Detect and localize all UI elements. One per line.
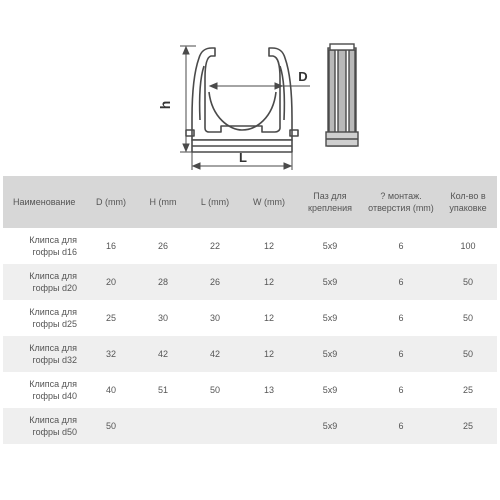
clip-side-view — [326, 44, 358, 146]
cell-d: 20 — [85, 264, 137, 300]
cell-d: 25 — [105, 313, 116, 323]
table-row — [3, 228, 497, 264]
cell-w: 12 — [263, 313, 274, 323]
cell-name: Клипса для гофры d32 — [3, 336, 85, 372]
cell-d: 32 — [85, 336, 137, 372]
table-row — [3, 408, 497, 444]
dimension-d — [210, 83, 310, 89]
cell-hole: 6 — [398, 241, 404, 251]
cell-h: 30 — [157, 313, 168, 323]
cell-qty: 25 — [439, 408, 497, 444]
specification-table — [3, 176, 497, 444]
cell-w: 12 — [263, 241, 274, 251]
cell-w — [241, 408, 297, 444]
table-row — [3, 372, 497, 408]
cell-slot: 5x9 — [297, 336, 363, 372]
dimension-d-label: D — [298, 69, 308, 84]
header-w: W (mm) — [241, 176, 297, 228]
cell-hole: 6 — [398, 313, 404, 323]
table-row — [3, 264, 497, 300]
cell-l: 50 — [209, 385, 220, 395]
cell-qty: 50 — [439, 336, 497, 372]
header-h: H (mm — [137, 176, 189, 228]
header-l: L (mm) — [189, 176, 241, 228]
cell-h: 28 — [137, 264, 189, 300]
cell-qty: 50 — [462, 313, 473, 323]
cell-l: 42 — [189, 336, 241, 372]
table-header-row — [3, 176, 497, 228]
side-rib-center — [338, 50, 346, 142]
header-name: Наименование — [3, 176, 85, 228]
cell-hole: 6 — [363, 408, 439, 444]
clip-inner-left — [200, 66, 204, 120]
cell-name: Клипса для гофры d20 — [3, 264, 85, 300]
cell-l: 30 — [209, 313, 220, 323]
cell-qty: 100 — [460, 241, 476, 251]
cell-slot: 5x9 — [297, 408, 363, 444]
table-row — [3, 336, 497, 372]
cell-l: 22 — [209, 241, 220, 251]
side-cap — [330, 44, 354, 50]
cell-h: 51 — [157, 385, 168, 395]
table-row — [3, 300, 497, 336]
cell-qty: 50 — [439, 264, 497, 300]
side-rib-right — [349, 50, 355, 142]
cell-name: Клипса для гофры d50 — [3, 408, 85, 444]
cell-w: 13 — [263, 385, 274, 395]
cell-name: Клипса для гофры d16 — [29, 235, 77, 257]
cell-h — [137, 408, 189, 444]
cell-hole: 6 — [398, 385, 404, 395]
header-d: D (mm) — [85, 176, 137, 228]
cell-name: Клипса для гофры d25 — [29, 307, 77, 329]
clip-outline — [192, 48, 292, 140]
cell-slot: 5x9 — [322, 385, 338, 395]
clip-front-view — [186, 48, 298, 152]
cell-d: 16 — [105, 241, 116, 251]
header-slot: Паз для крепления — [297, 176, 363, 228]
cell-hole: 6 — [363, 264, 439, 300]
cell-slot: 5x9 — [322, 313, 338, 323]
pipe-arc — [209, 92, 276, 130]
cell-name: Клипса для гофры d40 — [29, 379, 77, 401]
header-hole: ? монтаж. отверстия (mm) — [363, 176, 439, 228]
cell-hole: 6 — [363, 336, 439, 372]
cell-w: 12 — [241, 264, 297, 300]
cell-h: 26 — [157, 241, 168, 251]
clip-drawing-svg — [0, 0, 500, 175]
header-qty: Кол-во в упаковке — [439, 176, 497, 228]
technical-drawing — [0, 0, 500, 175]
cell-slot: 5x9 — [322, 241, 338, 251]
dimension-l-label: L — [239, 150, 247, 165]
cell-d: 50 — [85, 408, 137, 444]
cell-qty: 25 — [462, 385, 473, 395]
cell-h: 42 — [137, 336, 189, 372]
dimension-h-label: h — [157, 100, 173, 110]
cell-slot: 5x9 — [297, 264, 363, 300]
cell-w: 12 — [241, 336, 297, 372]
cell-d: 40 — [105, 385, 116, 395]
cell-l — [189, 408, 241, 444]
cell-l: 26 — [189, 264, 241, 300]
side-rib-left — [329, 50, 335, 142]
